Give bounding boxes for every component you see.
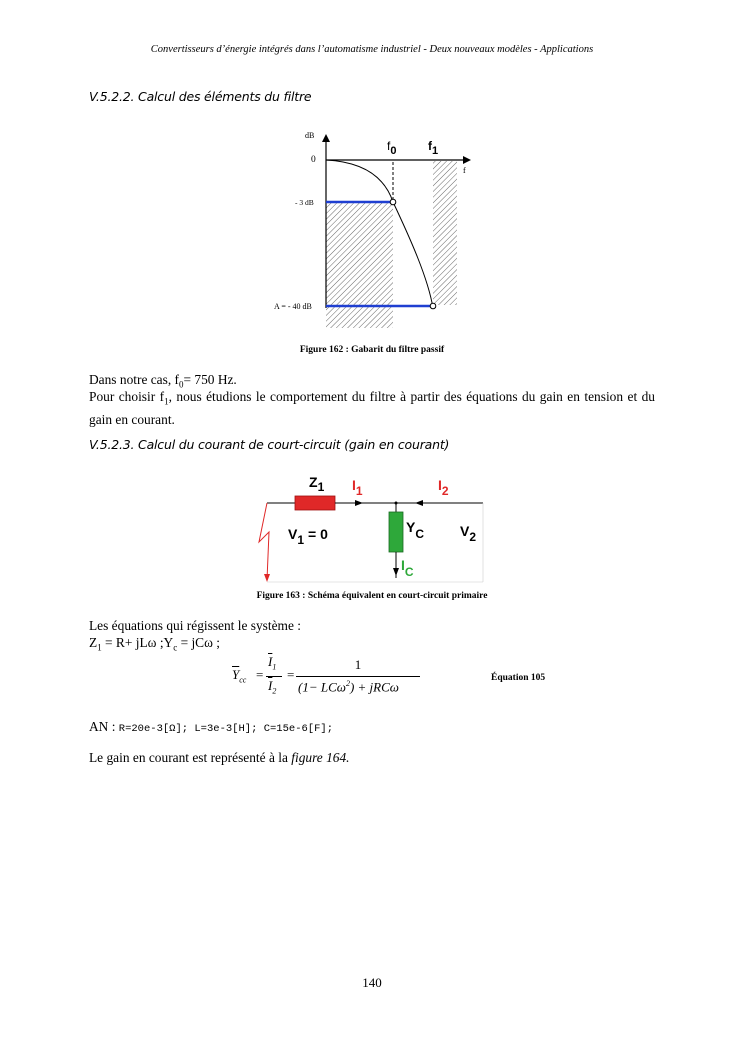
paragraph-equations-intro: Les équations qui régissent le système :	[89, 618, 301, 633]
yc-label: YC	[406, 519, 425, 541]
eq-rhs-numerator: 1	[354, 657, 362, 672]
paragraph-f0-value: Dans notre cas, $f_0= 750$ Hz.	[89, 372, 237, 390]
numerical-application: AN : R=20e-3[Ω]; L=3e-3[H]; C=15e-6[F];	[89, 719, 334, 735]
i1-label: I1	[352, 477, 363, 498]
paragraph-figure-reference: Le gain en courant est représenté à la figure 164.	[89, 750, 350, 765]
paragraph-impedance-defs: $Z_1 = R+ jL\omega$ $;Y_c = jC\omega$ ;	[89, 635, 220, 653]
figure-163-circuit	[255, 468, 495, 590]
i2-arrow	[415, 500, 423, 506]
f1-marker	[430, 303, 436, 309]
f0-marker	[390, 199, 396, 205]
eq-equals-1: =	[256, 667, 264, 682]
zero-label: 0	[311, 155, 316, 165]
minus3db-label: - 3 dB	[295, 198, 314, 207]
section-title-filter-elements: V.5.2.2. Calcul des éléments du filtre	[89, 89, 312, 104]
ic-label: IC	[401, 557, 414, 579]
eq-numerator-i1: $\overline{I}_1$	[268, 654, 277, 672]
attenuation-label: A = - 40 dB	[274, 302, 312, 311]
figure-162-caption: Figure 162 : Gabarit du filtre passif	[299, 345, 445, 355]
yc-admittance	[389, 512, 403, 552]
f0-label: f0	[387, 139, 397, 157]
figure-164-reference[interactable]: figure 164.	[291, 750, 350, 765]
eq-lhs: $\overline{Y}_{cc}$	[232, 667, 247, 685]
equation-105-label: Équation 105	[491, 673, 546, 683]
section-title-short-circuit: V.5.2.3. Calcul du courant de court-circuit (gain en courant)	[89, 437, 450, 452]
short-circuit-bolt	[259, 503, 269, 580]
eq-equals-2: =	[287, 667, 295, 682]
running-header: Convertisseurs d’énergie intégrés dans l’automatisme industriel - Deux nouveaux modèles - Applications	[150, 44, 594, 55]
db-label: dB	[305, 131, 315, 140]
stopband-hatch	[433, 161, 457, 305]
v1-label: V1 = 0	[288, 526, 328, 547]
passband-hatch	[326, 202, 393, 328]
i2-label: I2	[438, 477, 449, 498]
z1-impedance	[295, 496, 335, 510]
equation-105	[230, 654, 430, 702]
z1-label: Z1	[309, 474, 325, 494]
paragraph-choose-f1: Pour choisir $f_1$, nous étudions le comportement du filtre à partir des équations du gain en tension et du gain en courant.	[89, 389, 655, 427]
y-axis-arrow	[322, 134, 330, 142]
figure-162-filter-template	[270, 128, 480, 340]
v2-label: V2	[460, 523, 477, 544]
f1-label: f1	[428, 139, 439, 157]
x-axis-arrow	[463, 156, 471, 164]
i1-arrow	[355, 500, 363, 506]
f-axis-label: f	[463, 166, 466, 175]
page-number: 140	[362, 975, 382, 990]
figure-163-caption: Figure 163 : Schéma équivalent en court-circuit primaire	[256, 591, 488, 601]
eq-rhs-denominator: (1− LCω$^2$) + jRCω	[298, 679, 399, 695]
eq-denominator-i2: $\overline{I}_2$	[268, 678, 277, 696]
ic-arrow	[393, 568, 399, 576]
